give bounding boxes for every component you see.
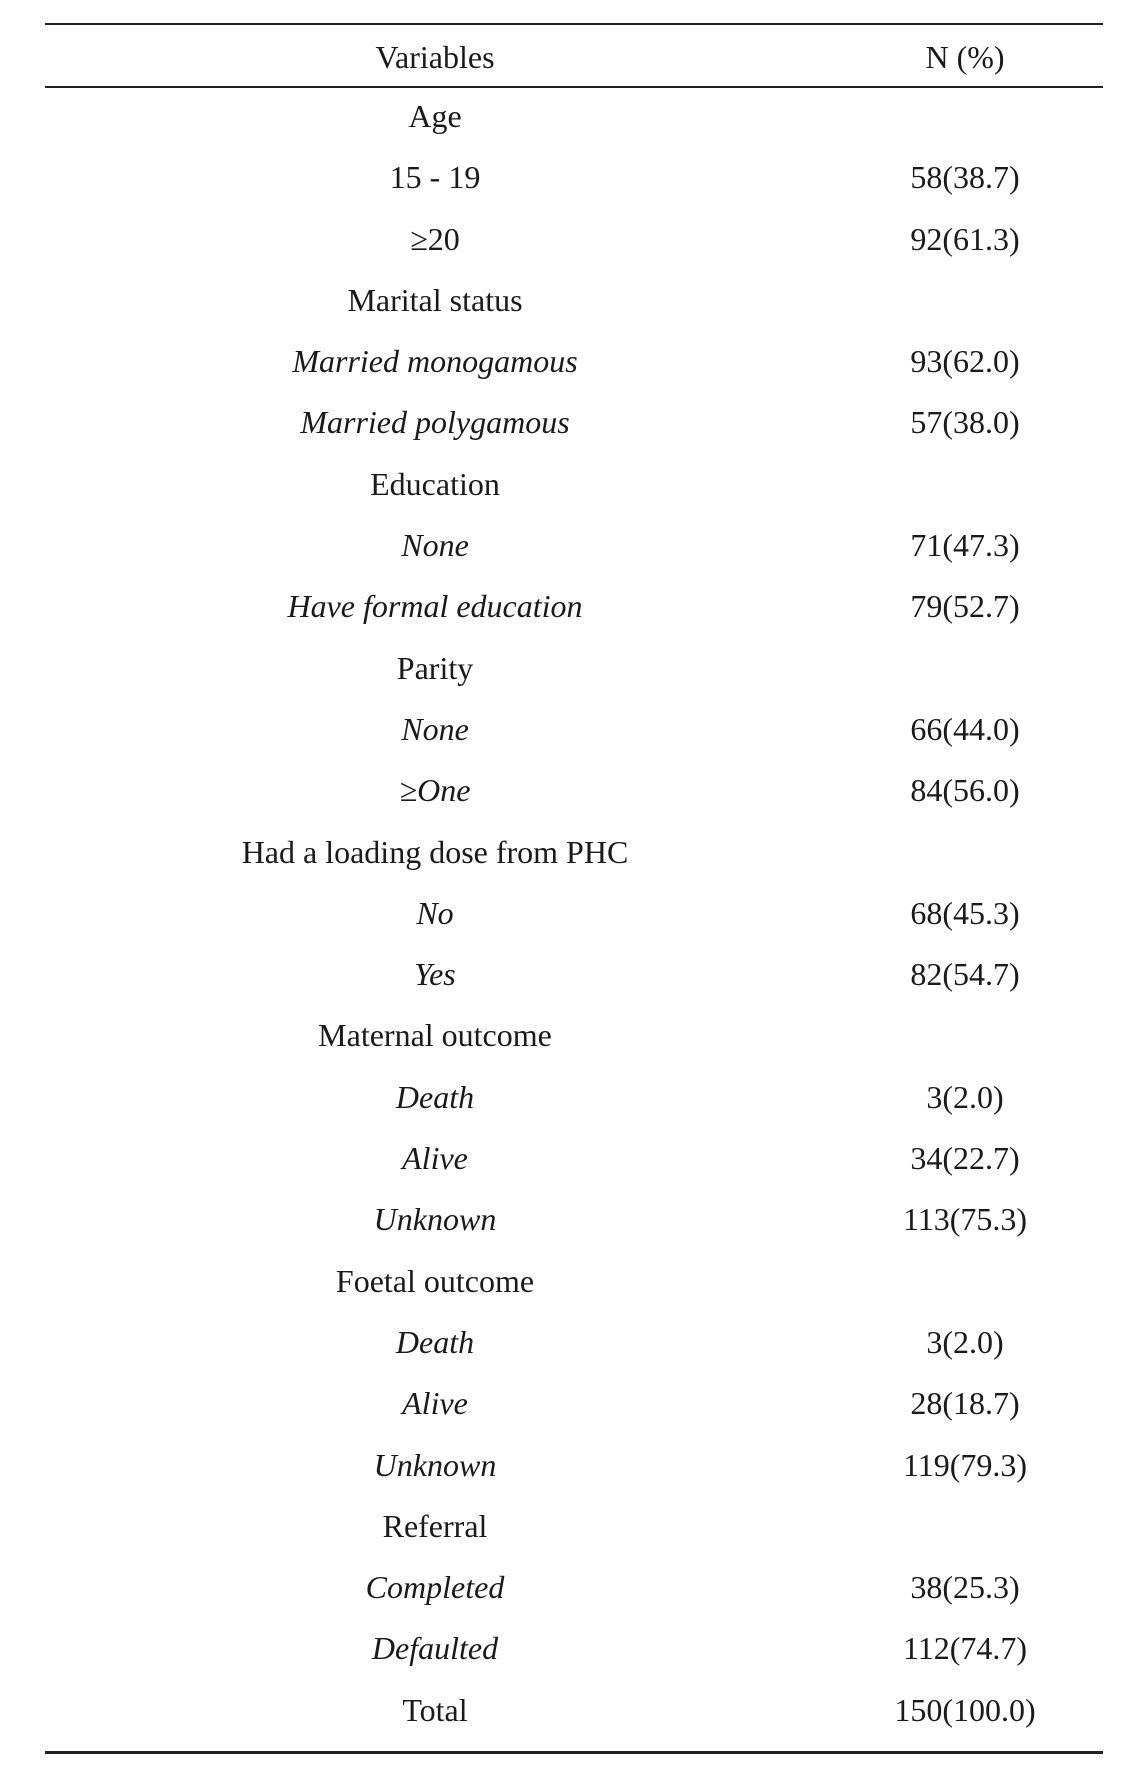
table-row <box>45 149 1103 210</box>
n-percent-cell: 71(47.3) <box>910 527 1020 564</box>
n-percent-cell: 79(52.7) <box>910 588 1020 625</box>
n-percent-cell: 82(54.7) <box>910 956 1020 993</box>
variable-cell: Foetal outcome <box>335 1262 535 1299</box>
n-percent-cell: 92(61.3) <box>910 220 1020 257</box>
variable-cell: Have formal education <box>287 588 583 625</box>
n-percent-cell: 93(62.0) <box>910 343 1020 380</box>
variable-cell: Total <box>402 1691 468 1728</box>
table-bottom-rule <box>45 1751 1103 1754</box>
table-group-row <box>45 456 1103 517</box>
variable-cell: Death <box>395 1078 475 1115</box>
n-percent-cell: 28(18.7) <box>910 1385 1020 1422</box>
variable-cell: Married monogamous <box>292 343 578 380</box>
header-variables: Variables <box>375 39 495 75</box>
data-table <box>45 23 1103 1743</box>
n-percent-cell: 3(2.0) <box>926 1323 1004 1360</box>
n-percent-cell: 3(2.0) <box>926 1078 1004 1115</box>
n-percent-cell: 38(25.3) <box>910 1569 1020 1606</box>
variable-cell: Age <box>408 98 462 134</box>
variable-cell: Parity <box>396 649 474 686</box>
variable-cell: Referral <box>382 1507 488 1544</box>
table-group-row <box>45 640 1103 701</box>
table-header-row <box>45 25 1103 88</box>
table-group-row <box>45 272 1103 333</box>
table-row <box>45 394 1103 455</box>
variable-cell: Alive <box>402 1385 468 1422</box>
table-row <box>45 1559 1103 1620</box>
table-group-row <box>45 1682 1103 1743</box>
table-group-row <box>45 1498 1103 1559</box>
table-row <box>45 517 1103 578</box>
table-row <box>45 1375 1103 1436</box>
table-row <box>45 1314 1103 1375</box>
variable-cell: Yes <box>414 956 456 993</box>
variable-cell: Marital status <box>347 281 523 318</box>
n-percent-cell: 34(22.7) <box>910 1140 1020 1177</box>
variable-cell: No <box>416 894 454 931</box>
variable-cell: Death <box>395 1323 475 1360</box>
variable-cell: Had a loading dose from PHC <box>241 833 629 870</box>
table-group-row <box>45 824 1103 885</box>
variable-cell: Married polygamous <box>300 404 570 441</box>
table-row <box>45 1620 1103 1681</box>
n-percent-cell: 66(44.0) <box>910 710 1020 747</box>
n-percent-cell: 150(100.0) <box>894 1691 1036 1728</box>
variable-cell: Unknown <box>373 1201 497 1238</box>
variable-cell: Education <box>370 465 500 502</box>
variable-cell: None <box>401 710 469 747</box>
n-percent-cell: 58(38.7) <box>910 159 1020 196</box>
table-row <box>45 762 1103 823</box>
variable-cell: Maternal outcome <box>318 1017 552 1054</box>
n-percent-cell: 112(74.7) <box>902 1630 1028 1667</box>
table-row <box>45 1069 1103 1130</box>
table-group-row <box>45 1253 1103 1314</box>
variable-cell: Alive <box>402 1140 468 1177</box>
table-row <box>45 701 1103 762</box>
header-n-percent: N (%) <box>925 39 1005 75</box>
variable-cell: Unknown <box>373 1446 497 1483</box>
variable-cell: ≥20 <box>410 220 460 257</box>
table-group-row <box>45 88 1103 149</box>
variable-cell: None <box>401 527 469 564</box>
n-percent-cell: 57(38.0) <box>910 404 1020 441</box>
variable-cell: Completed <box>365 1569 505 1606</box>
table-row <box>45 1130 1103 1191</box>
table-group-row <box>45 1007 1103 1068</box>
table-row <box>45 1191 1103 1252</box>
n-percent-cell: 84(56.0) <box>910 772 1020 809</box>
variable-cell: Defaulted <box>371 1630 499 1667</box>
table-row <box>45 211 1103 272</box>
n-percent-cell: 113(75.3) <box>902 1201 1028 1238</box>
table-row <box>45 885 1103 946</box>
table-body <box>45 88 1103 1743</box>
n-percent-cell: 119(79.3) <box>902 1446 1028 1483</box>
table-row <box>45 1437 1103 1498</box>
variable-cell: ≥One <box>399 772 471 809</box>
table-row <box>45 946 1103 1007</box>
n-percent-cell: 68(45.3) <box>910 894 1020 931</box>
table-row <box>45 578 1103 639</box>
variable-cell: 15 - 19 <box>389 159 481 196</box>
table-row <box>45 333 1103 394</box>
